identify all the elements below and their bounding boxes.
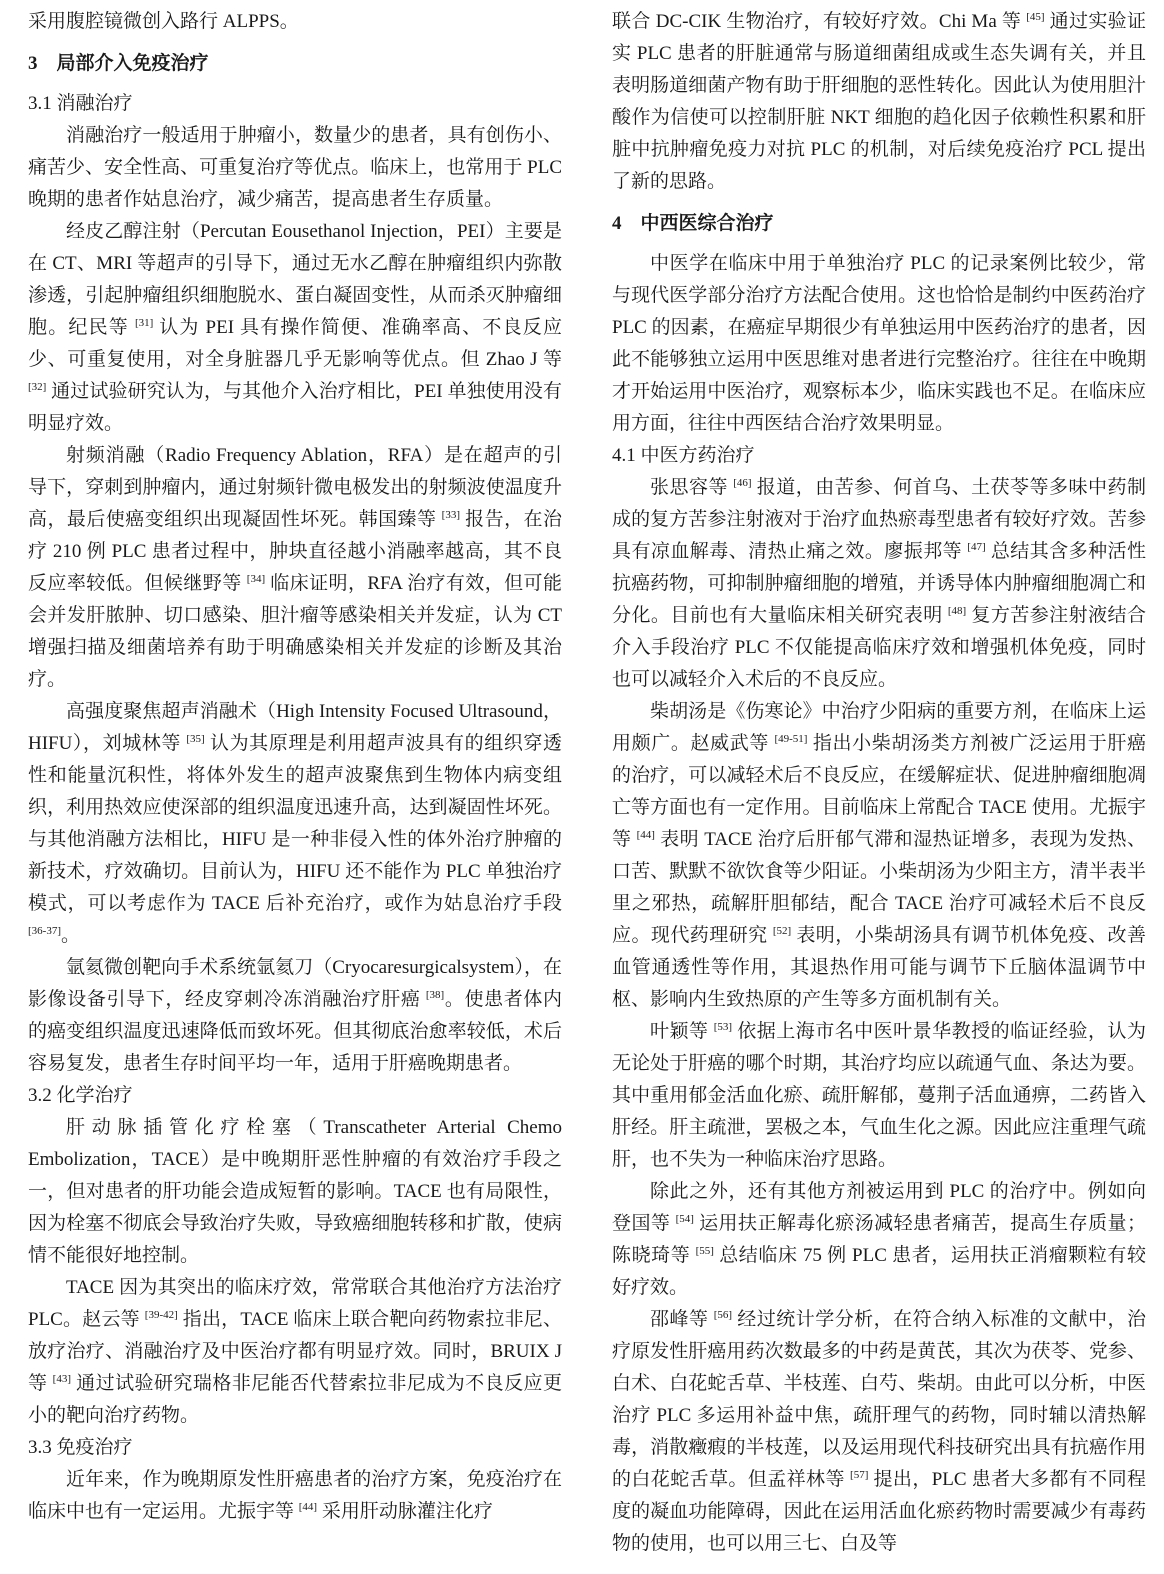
paragraph [612,472,1146,696]
citation-ref: [44] [298,1501,318,1513]
paragraph [612,6,1146,198]
text-run: 4 中西医综合治疗 [612,213,774,234]
paragraph [28,1272,562,1432]
citation-ref: [56] [713,1309,733,1321]
text-run: 联合 DC-CIK 生物治疗，有较好疗效。Chi Ma 等 [612,11,1027,32]
text-run: 表明 TACE 治疗后肝郁气滞和湿热证增多，表现为发热、口苦、默默不欲饮食等少阳证。小柴胡汤为少阳主方，清半表半里之邪热，疏解肝胆郁结，配合 TACE 治疗可减轻术后不良反应。现代药理研究 [612,829,1146,946]
citation-ref: [39-42] [144,1309,178,1321]
text-run: 肝动脉插管化疗栓塞（Transcatheter Arterial Chemo Embolization，TACE）是中晚期肝恶性肿瘤的有效治疗手段之一，但对患者的肝功能会造成短暂的影响。TACE 也有局限性，因为栓塞不彻底会导致治疗失败，导致癌细胞转移和扩散，使病情不能很好地控制。 [28,1117,562,1266]
paragraph [612,1176,1146,1304]
text-run: 射频消融（Radio Frequency Ablation，RFA）是在超声的引导下，穿刺到肿瘤内，通过射频针微电极发出的射频波使温度升高，最后使癌变组织出现凝固性坏死。韩国臻等 [28,445,562,530]
text-run: 消融治疗一般适用于肿瘤小，数量少的患者，具有创伤小、痛苦少、安全性高、可重复治疗等优点。临床上，也常用于 PLC 晚期的患者作姑息治疗，减少痛苦，提高患者生存质量。 [28,125,562,210]
subsection-heading [612,440,1146,472]
paragraph [28,1112,562,1272]
text-run: 依据上海市名中医叶景华教授的临证经验，认为无论处于肝癌的哪个时期，其治疗均应以疏通气血、条达为要。其中重用郁金活血化瘀、疏肝解郁，蔓荆子活血通痹，二药皆入肝经。肝主疏泄，罢极之本，气血生化之源。因此应注重理气疏肝，也不失为一种临床治疗思路。 [612,1021,1146,1170]
text-run: 指出小柴胡汤类方剂被广泛运用于肝癌的治疗，可以减轻术后不良反应，在缓解症状、促进肿瘤细胞凋亡等方面也有一定作用。目前临床上常配合 TACE 使用。尤振宇等 [612,733,1146,850]
paragraph [28,6,562,38]
citation-ref: [54] [675,1213,694,1225]
subsection-heading [28,88,562,120]
text-run: 经过统计学分析，在符合纳入标准的文献中，治疗原发性肝癌用药次数最多的中药是黄芪，其次为茯苓、党参、白术、白花蛇舌草、半枝莲、白芍、柴胡。由此可以分析，中医治疗 PLC 多运用补益中焦，疏肝理气的药物，同时辅以清热解毒，消散癥瘕的半枝莲，以及运用现代科技研究出具有抗癌作用的白花蛇舌草。但孟祥林等 [612,1309,1146,1490]
citation-ref: [53] [713,1021,733,1033]
citation-ref: [32] [28,381,47,393]
text-run: 通过试验研究认为，与其他介入治疗相比，PEI 单独使用没有明显疗效。 [28,381,562,434]
paragraph [28,1464,562,1528]
paragraph [28,120,562,216]
text-run: 报告，在治疗 210 例 PLC 患者过程中，肿块直径越小消融率越高，其不良反应率较低。但候继野等 [28,509,562,594]
text-run: 氩氦微创靶向手术系统氩氦刀（Cryocaresurgicalsystem），在影像设备引导下，经皮穿刺冷冻消融治疗肝癌 [28,957,562,1010]
text-run: 张思容等 [650,477,734,498]
text-run: 运用扶正解毒化瘀汤减轻患者痛苦，提高生存质量；陈晓琦等 [612,1213,1146,1266]
text-run: 柴胡汤是《伤寒论》中治疗少阳病的重要方剂，在临床上运用颇广。赵威武等 [612,701,1146,754]
text-run: 通过实验证实 PLC 患者的肝脏通常与肠道细菌组成或生态失调有关，并且表明肠道细菌产物有助于肝细胞的恶性转化。因此认为使用胆汁酸作为信使可以控制肝脏 NKT 细胞的趋化因子依赖性积累和肝脏中抗肿瘤免疫力对抗 PLC 的机制，对后续免疫治疗 PCL 提出了新的思路。 [612,11,1146,192]
text-run: 叶颖等 [650,1021,714,1042]
citation-ref: [35] [186,733,205,745]
paragraph [612,248,1146,440]
text-run: 采用肝动脉灌注化疗 [317,1501,493,1522]
citation-ref: [57] [850,1469,869,1481]
paragraph [612,1016,1146,1176]
text-run: 总结临床 75 例 PLC 患者，运用扶正消瘤颗粒有较好疗效。 [612,1245,1146,1298]
text-run: 通过试验研究瑞格非尼能否代替索拉非尼成为不良反应更小的靶向治疗药物。 [28,1373,562,1426]
citation-ref: [44] [636,829,655,841]
text-run: 中医学在临床中用于单独治疗 PLC 的记录案例比较少，常与现代医学部分治疗方法配合使用。这也恰恰是制约中医药治疗 PLC 的因素，在癌症早期很少有单独运用中医药治疗的患者，因此不能够独立运用中医思维对患者进行完整治疗。往往在中晚期才开始运用中医治疗，观察标本少，临床实践也不足。在临床应用方面，往往中西医结合治疗效果明显。 [612,253,1146,434]
section-heading [28,48,562,80]
text-run: 采用腹腔镜微创入路行 ALPPS。 [28,11,299,32]
left-column [28,6,562,1528]
citation-ref: [45] [1026,11,1045,23]
paragraph [28,952,562,1080]
right-column [612,6,1146,1560]
text-run: 3.2 化学治疗 [28,1085,133,1106]
subsection-heading [28,1432,562,1464]
citation-ref: [52] [772,925,792,937]
text-run: TACE 因为其突出的临床疗效，常常联合其他治疗方法治疗 PLC。赵云等 [28,1277,562,1330]
text-run: 3 局部介入免疫治疗 [28,53,209,74]
text-run: 。 [61,925,81,946]
citation-ref: [33] [441,509,460,521]
text-run: 邵峰等 [650,1309,714,1330]
text-run: 表明，小柴胡汤具有调节机体免疫、改善血管通透性等作用，其退热作用可能与调节下丘脑体温调节中枢、影响内生致热原的产生等多方面机制有关。 [612,925,1146,1010]
text-run: 4.1 中医方药治疗 [612,445,755,466]
paragraph [28,440,562,696]
citation-ref: [38] [425,989,445,1001]
paragraph [28,696,562,952]
citation-ref: [31] [134,317,154,329]
citation-ref: [47] [967,541,986,553]
text-run: 提出，PLC 患者大多都有不同程度的凝血功能障碍，因此在运用活血化瘀药物时需要减少有毒药物的使用，也可以用三七、白及等 [612,1469,1146,1554]
text-run: 近年来，作为晚期原发性肝癌患者的治疗方案，免疫治疗在临床中也有一定运用。尤振宇等 [28,1469,562,1522]
text-run: 3.1 消融治疗 [28,93,133,114]
subsection-heading [28,1080,562,1112]
citation-ref: [46] [733,477,752,489]
paragraph [28,216,562,440]
text-run: 。使患者体内的癌变组织温度迅速降低而致坏死。但其彻底治愈率较低，术后容易复发，患者生存时间平均一年，适用于肝癌晚期患者。 [28,989,562,1074]
paragraph [612,1304,1146,1560]
text-run: 复方苦参注射液结合介入手段治疗 PLC 不仅能提高临床疗效和增强机体免疫，同时也可以减轻介入术后的不良反应。 [612,605,1146,690]
text-run: 总结其含多种活性抗癌药物，可抑制肿瘤细胞的增殖，并诱导体内肿瘤细胞凋亡和分化。目前也有大量临床相关研究表明 [612,541,1146,626]
citation-ref: [55] [695,1245,714,1257]
text-run: 认为 PEI 具有操作简便、准确率高、不良反应少、可重复使用，对全身脏器几乎无影响等优点。但 Zhao J 等 [28,317,562,370]
citation-ref: [34] [246,573,266,585]
text-run: 经皮乙醇注射（Percutan Eousethanol Injection，PEI）主要是在 CT、MRI 等超声的引导下，通过无水乙醇在肿瘤组织内弥散渗透，引起肿瘤组织细胞脱水、蛋白凝固变性，从而杀灭肿瘤细胞。纪民等 [28,221,562,338]
citation-ref: [48] [947,605,967,617]
text-run: 认为其原理是利用超声波具有的组织穿透性和能量沉积性，将体外发生的超声波聚焦到生物体内病变组织，利用热效应使深部的组织温度迅速升高，达到凝固性坏死。与其他消融方法相比，HIFU 是一种非侵入性的体外治疗肿瘤的新技术，疗效确切。目前认为，HIFU 还不能作为 PLC 单独治疗模式，可以考虑作为 TACE 后补充治疗，或作为姑息治疗手段 [28,733,562,914]
citation-ref: [49-51] [774,733,808,745]
text-run: 指出，TACE 临床上联合靶向药物索拉非尼、放疗治疗、消融治疗及中医治疗都有明显疗效。同时，BRUIX J 等 [28,1309,562,1394]
text-run: 临床证明，RFA 治疗有效，但可能会并发肝脓肿、切口感染、胆汁瘤等感染相关并发症，认为 CT 增强扫描及细菌培养有助于明确感染相关并发症的诊断及其治疗。 [28,573,562,690]
paragraph [612,696,1146,1016]
text-run: 3.3 免疫治疗 [28,1437,133,1458]
citation-ref: [36-37] [28,925,61,937]
text-run: 报道，由苦参、何首乌、土茯苓等多味中药制成的复方苦参注射液对于治疗血热瘀毒型患者有较好疗效。苦参具有凉血解毒、清热止痛之效。廖振邦等 [612,477,1146,562]
citation-ref: [43] [52,1373,71,1385]
section-heading [612,208,1146,240]
text-run: 高强度聚焦超声消融术（High Intensity Focused Ultrasound，HIFU），刘城林等 [28,701,562,754]
text-run: 除此之外，还有其他方剂被运用到 PLC 的治疗中。例如向登国等 [612,1181,1146,1234]
